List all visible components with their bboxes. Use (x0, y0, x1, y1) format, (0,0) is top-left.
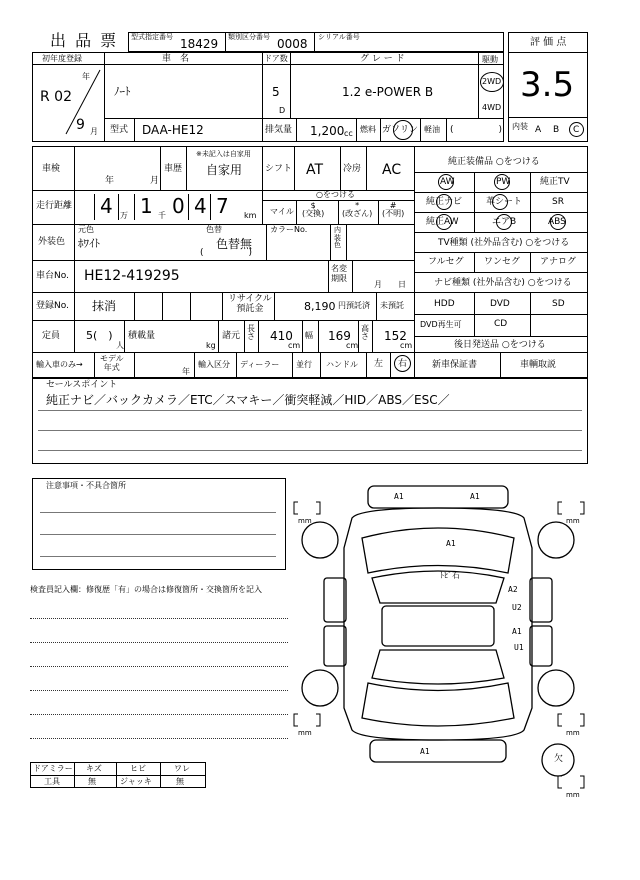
mileage-digit-4: 4 (194, 194, 207, 218)
drive-4wd: 4WD (482, 103, 502, 112)
mile-option: マイル (270, 207, 294, 216)
tv-oneseg: ワンセグ (484, 257, 521, 267)
mileage-digit-5: 7 (216, 194, 229, 218)
right-handle-circled: 右 (398, 359, 408, 369)
equip-sunroof: SR (552, 197, 564, 207)
damage-hood: A1 (446, 539, 456, 548)
color-change: 色替無 (216, 237, 253, 251)
mileage-digit-3: 0 (172, 194, 185, 218)
navi-hdd: HDD (434, 299, 455, 309)
drive-2wd-circled: 2WD (482, 77, 502, 86)
length-label: 長さ (247, 324, 255, 341)
equipment-title: 純正装備品 ○をつける (448, 157, 540, 167)
legend-jack-value: 無 (176, 777, 184, 786)
damage-windshield: ﾄﾋﾞ石 (440, 571, 460, 580)
shift-label: シフト (265, 164, 293, 174)
mileage-label: 走行距離 (36, 201, 73, 211)
model-label: 型式 (110, 125, 129, 135)
ac: AC (382, 162, 402, 178)
legend-tool-value: 無 (88, 777, 96, 786)
handle-label: ハンドル (326, 360, 358, 369)
fuel-gasoline-circled: ガソリン (382, 125, 419, 135)
serial-label: シリアル番号 (318, 33, 360, 41)
import-class-label: 輸入区分 (198, 360, 230, 369)
swap-option: $ (交換) (302, 201, 325, 218)
equip-airbag: エアB (492, 217, 517, 227)
class-number: 0008 (277, 37, 308, 51)
equip-aw: AW (440, 177, 455, 187)
parallel-option: 並行 (296, 360, 312, 369)
sales-point-label: セールスポイント (46, 380, 118, 390)
exterior-color-label: 外装色 (38, 237, 66, 247)
left-handle-option: 左 (374, 359, 384, 369)
evaluation-score: 3.5 (520, 65, 575, 105)
displacement-label: 排気量 (265, 125, 293, 135)
notes-label: 注意事項・不具合箇所 (46, 481, 126, 490)
dimensions-label: 諸元 (222, 331, 241, 341)
inspector-note-label: 検査員記入欄：修復歴「有」の場合は修復箇所・交換箇所を記入 (30, 585, 262, 594)
height-label: 高さ (361, 324, 369, 341)
legend-tool: 工具 (44, 777, 60, 786)
recycle-label: リサイクル 預託金 (228, 294, 272, 314)
equip-tv: 純正TV (540, 177, 570, 187)
recycle-unpaid: 未預託 (380, 301, 404, 310)
interior-color-label: 内 装 色 (334, 226, 341, 250)
page-title: 出 品 票 (50, 31, 119, 50)
displacement: 1,200 (310, 124, 345, 138)
navi-dvd: DVD (490, 299, 510, 309)
unknown-option: # (不明) (382, 201, 405, 218)
ac-label: 冷房 (343, 164, 362, 174)
car-name-label: 車 名 (162, 54, 190, 64)
mileage-digit-1: 4 (100, 194, 113, 218)
grade: 1.2 e-POWER B (342, 85, 434, 99)
capacity-label: 定員 (42, 331, 61, 341)
doc-warranty: 新車保証書 (432, 360, 478, 370)
frame-number: HE12-419295 (84, 268, 180, 284)
damage-right-rear-door-1: A1 (512, 627, 522, 636)
first-registration-year: R 02 (40, 89, 72, 105)
interior-a: A (535, 125, 542, 135)
equip-abs: ABS (548, 217, 566, 227)
damage-right-front-door-1: A2 (508, 585, 518, 594)
damage-front-bumper-right: A1 (470, 492, 480, 501)
equip-navi: 純正ナビ (426, 197, 463, 207)
score-label: 評 価 点 (530, 37, 567, 48)
original-color: ﾎﾜｲﾄ (78, 237, 100, 250)
damage-right-rear-door-2: U1 (514, 643, 524, 652)
registration-label: 登録No. (36, 301, 69, 311)
navi-cd: CD (494, 319, 508, 329)
frame-number-label: 車台No. (36, 271, 69, 281)
equip-alloy: 純正AW (426, 217, 459, 227)
tv-analog: アナログ (540, 257, 577, 267)
equip-pw: PW (496, 177, 511, 187)
type-cert-number: 18429 (180, 37, 219, 51)
model-code: DAA-HE12 (142, 123, 204, 137)
color-number-label: カラーNo. (270, 225, 308, 234)
tamper-option: * (改ざん) (342, 201, 373, 218)
model-year-label: モデル 年式 (100, 354, 124, 372)
sales-point-box (32, 378, 588, 464)
load-label: 積載量 (128, 331, 156, 341)
name-change-label: 名変 期限 (331, 264, 347, 283)
navi-sd: SD (552, 299, 565, 309)
usage-history: 自家用 (206, 163, 243, 177)
dealer-option: ディーラー (240, 360, 280, 369)
capacity: 5( ) (86, 329, 113, 342)
navi-type-title: ナビ種類 (社外品含む) ○をつける (434, 278, 572, 288)
documents-title: 後日発送品 ○をつける (454, 340, 546, 350)
length: 410 (270, 329, 293, 343)
drive-label: 駆動 (482, 55, 498, 64)
sales-point-text: 純正ナビ／バックカメラ／ETC／スマキー／衝突軽減／HID／ABS／ESC／ (46, 393, 450, 407)
doc-manual: 車輌取説 (520, 360, 557, 370)
type-cert-label: 型式指定番号 (131, 33, 173, 41)
damage-rear-bumper: A1 (420, 747, 430, 756)
interior-c-circled: C (573, 125, 580, 135)
damage-front-bumper-left: A1 (394, 492, 404, 501)
width-label: 幅 (305, 331, 313, 340)
mileage-digit-2: 1 (140, 194, 153, 218)
fuel-label: 燃料 (360, 125, 376, 134)
doors-label: ドア数 (264, 54, 288, 63)
equip-leather: 革シート (486, 197, 523, 207)
recycle-amount: 8,190 (304, 300, 336, 313)
grade-label: グ レ ー ド (360, 54, 405, 64)
interior-label: 内装 (512, 122, 528, 131)
shift: AT (306, 162, 324, 178)
car-name: ﾉｰﾄ (114, 85, 131, 98)
diesel-label: 軽油 (424, 125, 440, 134)
inspection-label: 車検 (42, 164, 61, 174)
navi-dvd-play: DVD再生可 (420, 320, 462, 329)
damage-right-front-door-2: U2 (512, 603, 522, 612)
tv-fullseg: フルセグ (428, 257, 464, 267)
legend-jack: ジャッキ (120, 777, 152, 786)
height: 152 (384, 329, 407, 343)
import-label: 輸入車のみ→ (36, 360, 83, 369)
width: 169 (328, 329, 351, 343)
history-label: 車歴 (164, 164, 183, 174)
spare-tire-missing: 欠 (554, 754, 564, 764)
first-registration-month: 9 (76, 117, 85, 133)
doors: 5 (272, 85, 280, 99)
tv-type-title: TV種類 (社外品含む) ○をつける (438, 238, 570, 248)
first-registration-label: 初年度登録 (42, 54, 82, 63)
class-label: 類別区分番号 (228, 33, 270, 41)
interior-b: B (553, 125, 560, 135)
registration: 抹消 (92, 299, 117, 313)
